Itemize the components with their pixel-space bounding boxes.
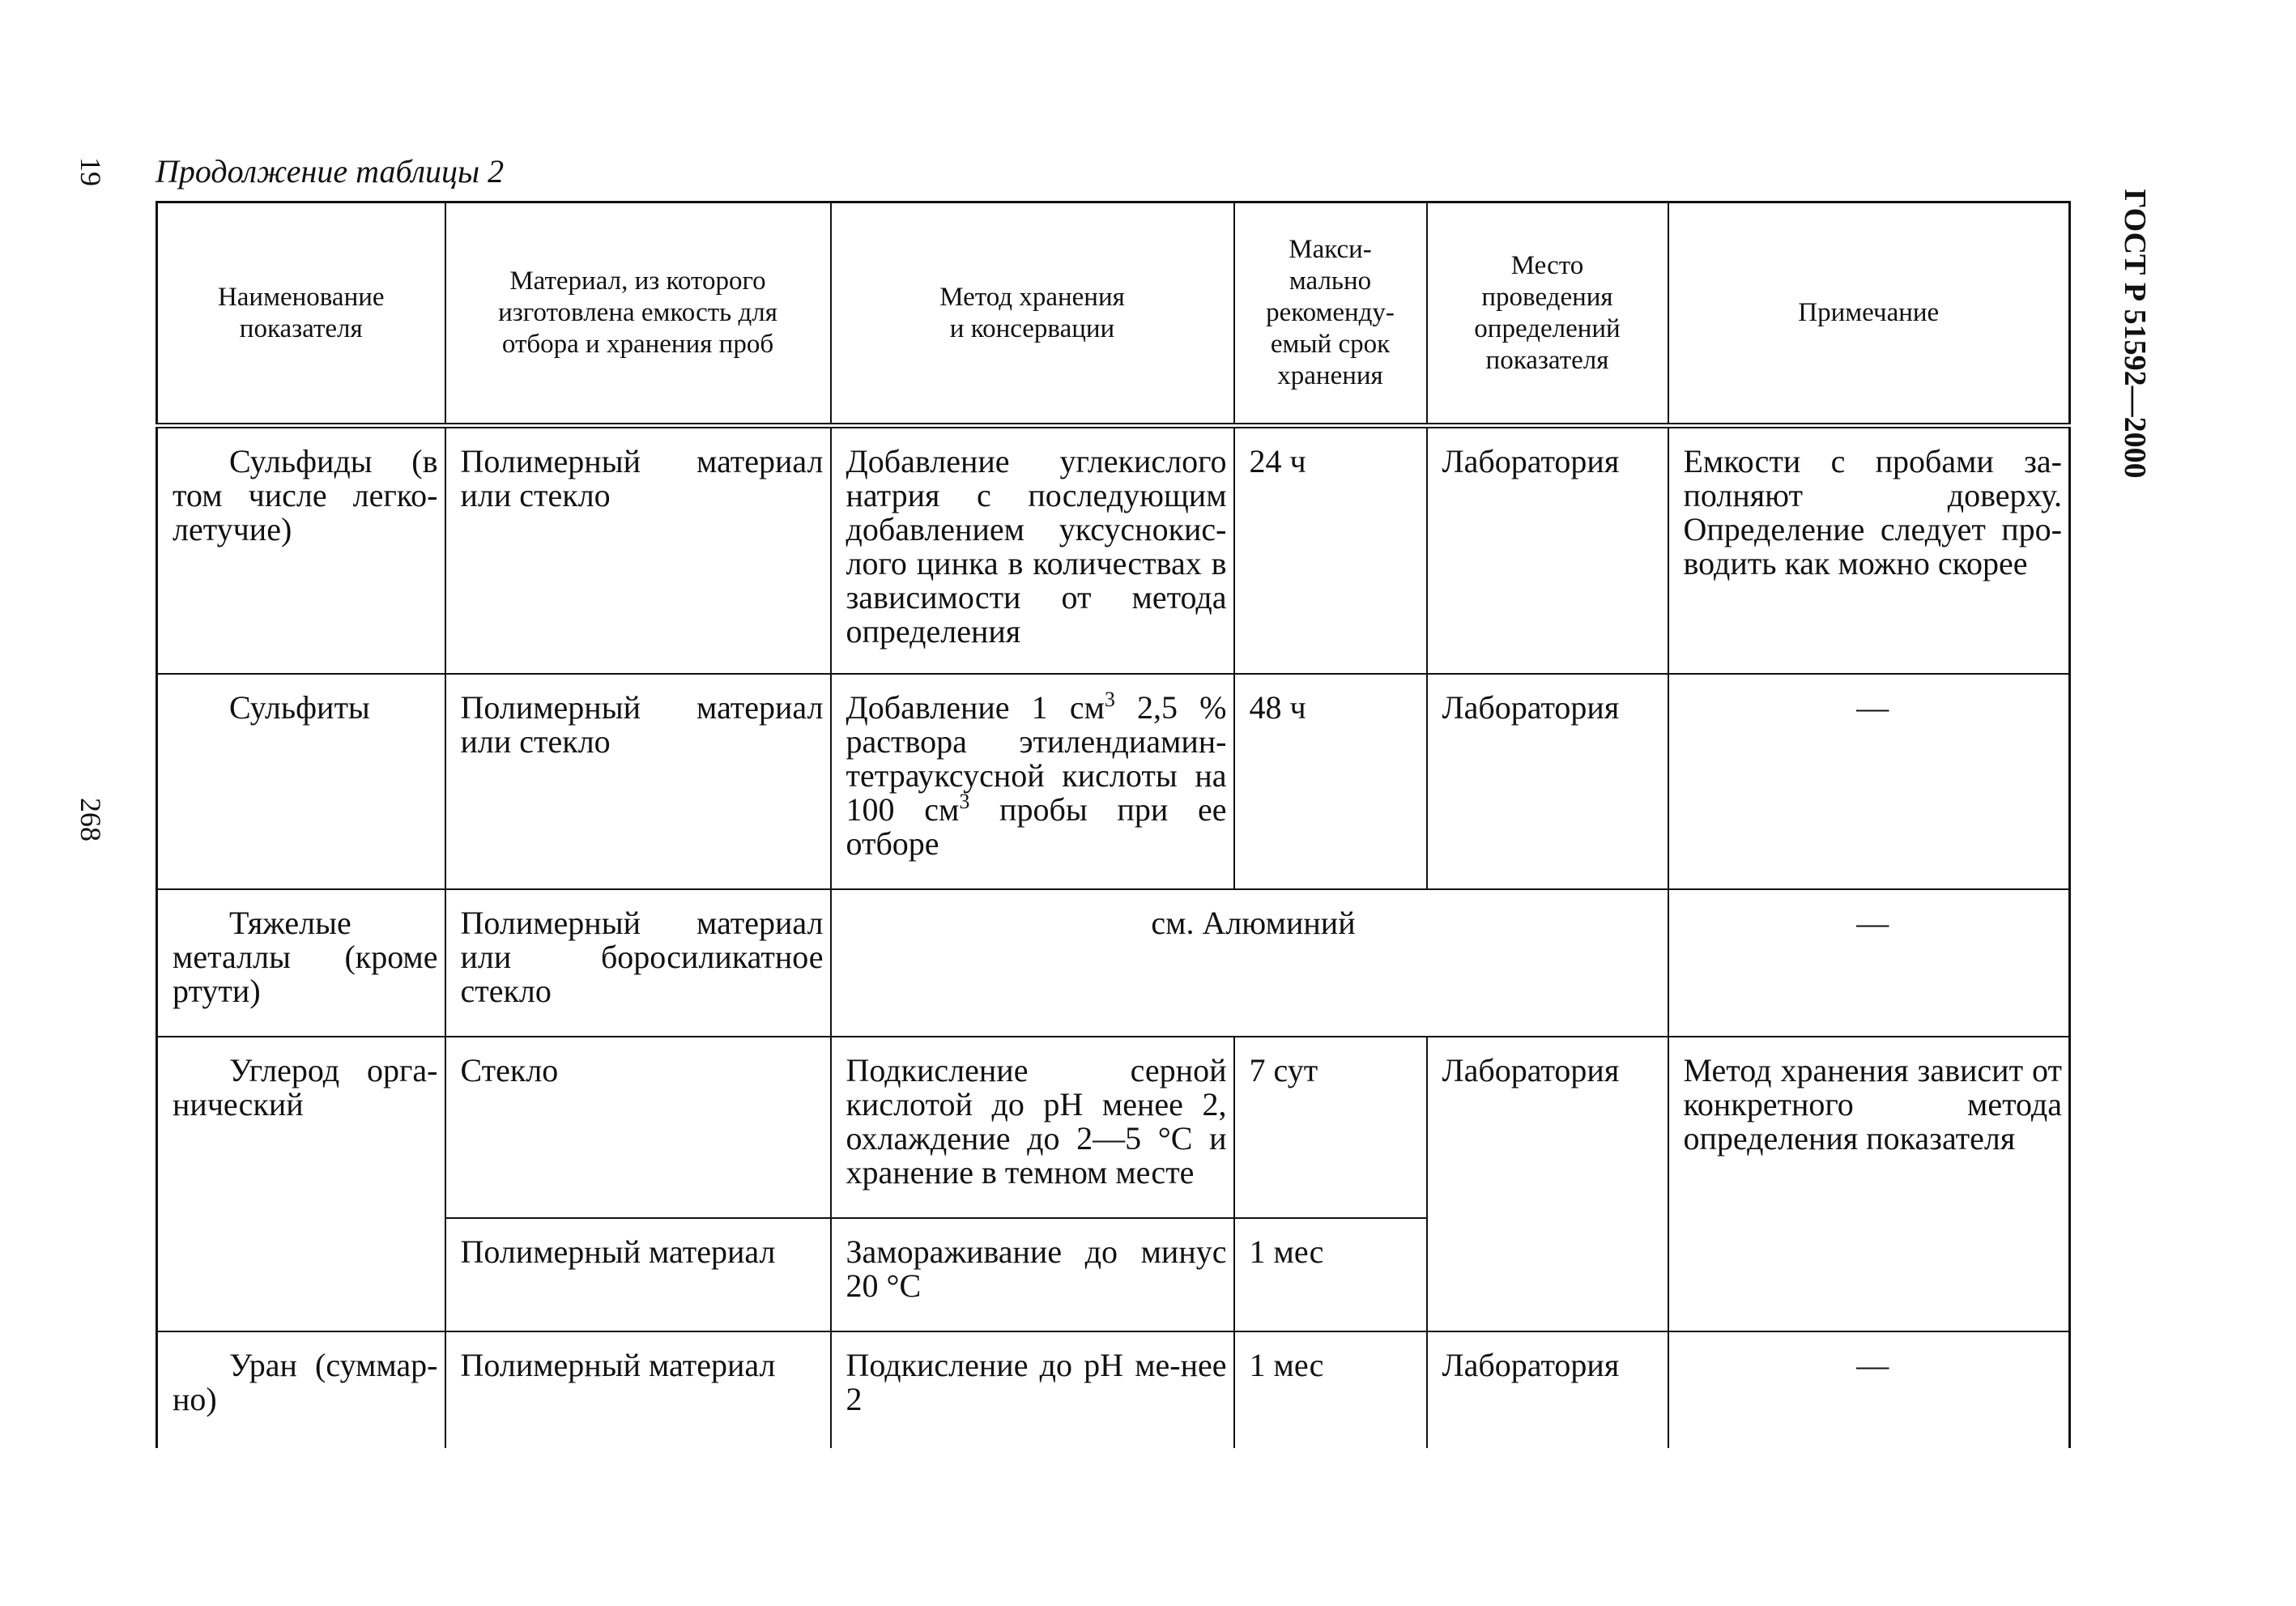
cell-name: Сульфиты	[157, 674, 445, 889]
cell-method-merged: см. Алюминий	[831, 889, 1668, 1037]
cell-method: Замораживание до минус 20 °С	[831, 1218, 1234, 1331]
cell-term: 1 мес	[1234, 1331, 1427, 1448]
standard-id: ГОСТ Р 51592—2000	[2118, 189, 2152, 479]
cell-material: Полимерный материал или стекло	[445, 426, 831, 674]
cell-term: 1 мес	[1234, 1218, 1427, 1331]
table-row	[157, 1331, 2070, 1448]
cell-place: Лаборатория	[1427, 1331, 1668, 1448]
cell-name: Тяжелые металлы (кроме ртути)	[157, 889, 445, 1037]
cell-name: Сульфиды (в том числе легко-летучие)	[157, 426, 445, 674]
cell-term: 48 ч	[1234, 674, 1427, 889]
table-row	[157, 426, 2070, 674]
cell-note: —	[1668, 889, 2070, 1037]
table-row	[157, 889, 2070, 1037]
cell-method: Добавление углекислого натрия с последующим добавлением уксуснокис-лого цинка в количествах в зависимости от метода определения	[831, 426, 1234, 674]
table-header-row	[157, 202, 2070, 426]
cell-note: Метод хранения зависит от конкретного метода определения показателя	[1668, 1037, 2070, 1331]
cell-term: 7 сут	[1234, 1037, 1427, 1218]
header-note: Примечание	[1668, 202, 2070, 426]
table-caption: Продолжение таблицы 2	[155, 153, 505, 190]
cell-material: Стекло	[445, 1037, 831, 1218]
cell-method: Подкисление до pH ме-нее 2	[831, 1331, 1234, 1448]
table-row	[157, 674, 2070, 889]
cell-place: Лаборатория	[1427, 426, 1668, 674]
page-number-left: 19	[75, 157, 107, 186]
header-indicator-name: Наименование показателя	[157, 202, 445, 426]
cell-note: —	[1668, 674, 2070, 889]
storage-table	[155, 201, 2071, 1448]
page-number-middle: 268	[75, 798, 107, 841]
cell-name: Уран (суммар-но)	[157, 1331, 445, 1448]
cell-note: Емкости с пробами за-полняют доверху. Определение следует про-водить как можно скорее	[1668, 426, 2070, 674]
table-row	[157, 1037, 2070, 1218]
cell-material: Полимерный материал или боросиликатное стекло	[445, 889, 831, 1037]
cell-term: 24 ч	[1234, 426, 1427, 674]
cell-place: Лаборатория	[1427, 674, 1668, 889]
cell-place: Лаборатория	[1427, 1037, 1668, 1331]
header-max-storage-term: Макси- мально рекоменду- емый срок хранения	[1234, 202, 1427, 426]
cell-method: Подкисление серной кислотой до pH менее 2, охлаждение до 2—5 °С и хранение в темном месте	[831, 1037, 1234, 1218]
header-container-material: Материал, из которого изготовлена емкость для отбора и хранения проб	[445, 202, 831, 426]
header-storage-method: Метод хранения и консервации	[831, 202, 1234, 426]
cell-material: Полимерный материал или стекло	[445, 674, 831, 889]
cell-note: —	[1668, 1331, 2070, 1448]
cell-material: Полимерный материал	[445, 1331, 831, 1448]
cell-material: Полимерный материал	[445, 1218, 831, 1331]
cell-name: Углерод орга-нический	[157, 1037, 445, 1331]
header-place: Место проведения определений показателя	[1427, 202, 1668, 426]
cell-method: Добавление 1 $см^3$ 2,5 % раствора этилендиамин-тетрауксусной кислоты на 100 $см^3$ пробы при ее отборе	[831, 674, 1234, 889]
